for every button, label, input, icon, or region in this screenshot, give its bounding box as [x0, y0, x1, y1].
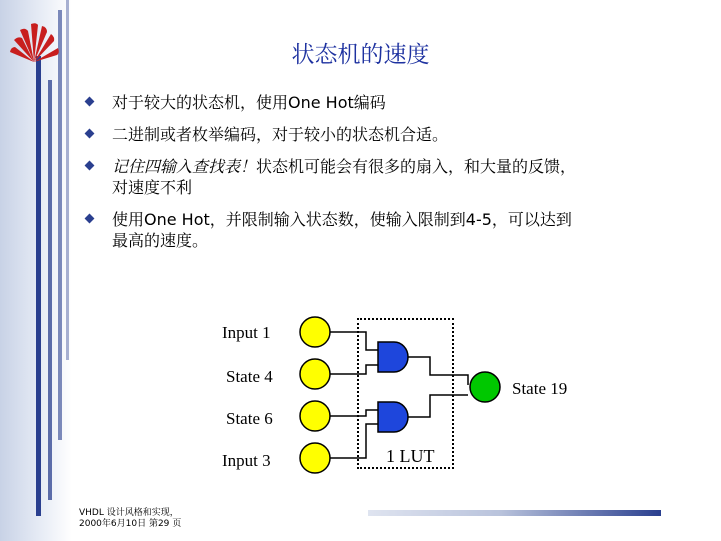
input-label: Input 3 [222, 451, 271, 470]
bullet-text: 状态机可能会有很多的扇入，和大量的反馈， [256, 157, 577, 176]
bullet-text-continued: 对速度不利 [112, 178, 193, 197]
bullet-emphasis: 记住四输入查找表！ [112, 157, 257, 176]
input-node [300, 359, 330, 389]
and-gate [378, 402, 408, 432]
input-node [300, 317, 330, 347]
input-node [300, 443, 330, 473]
footer [79, 508, 181, 530]
bullet-text-continued: 最高的速度。 [112, 231, 209, 250]
slide-title: 状态机的速度 [291, 42, 430, 68]
wire [406, 357, 468, 385]
footer-line: 2000年6月10日 第29 页 [79, 519, 182, 529]
output-state-node [470, 372, 500, 402]
and-gate [378, 342, 408, 372]
wire [406, 395, 468, 417]
footer-decor-strip [368, 510, 661, 516]
footer-line: VHDL 设计风格和实现， [79, 508, 179, 518]
bullet-text: 使用One Hot，并限制输入状态数，使输入限制到4-5，可以达到 [112, 210, 572, 229]
input-label: State 4 [226, 367, 273, 386]
input-node [300, 401, 330, 431]
bullet-text: 二进制或者枚举编码，对于较小的状态机合适。 [112, 125, 449, 144]
lut-label: 1 LUT [386, 446, 435, 466]
wire [330, 424, 378, 458]
wire [330, 365, 378, 374]
output-label: State 19 [512, 379, 568, 398]
wire [330, 332, 378, 350]
input-label: Input 1 [222, 323, 271, 342]
input-label: State 6 [226, 409, 273, 428]
wire [330, 410, 378, 416]
bullet-text: 对于较大的状态机，使用One Hot编码 [112, 93, 386, 112]
